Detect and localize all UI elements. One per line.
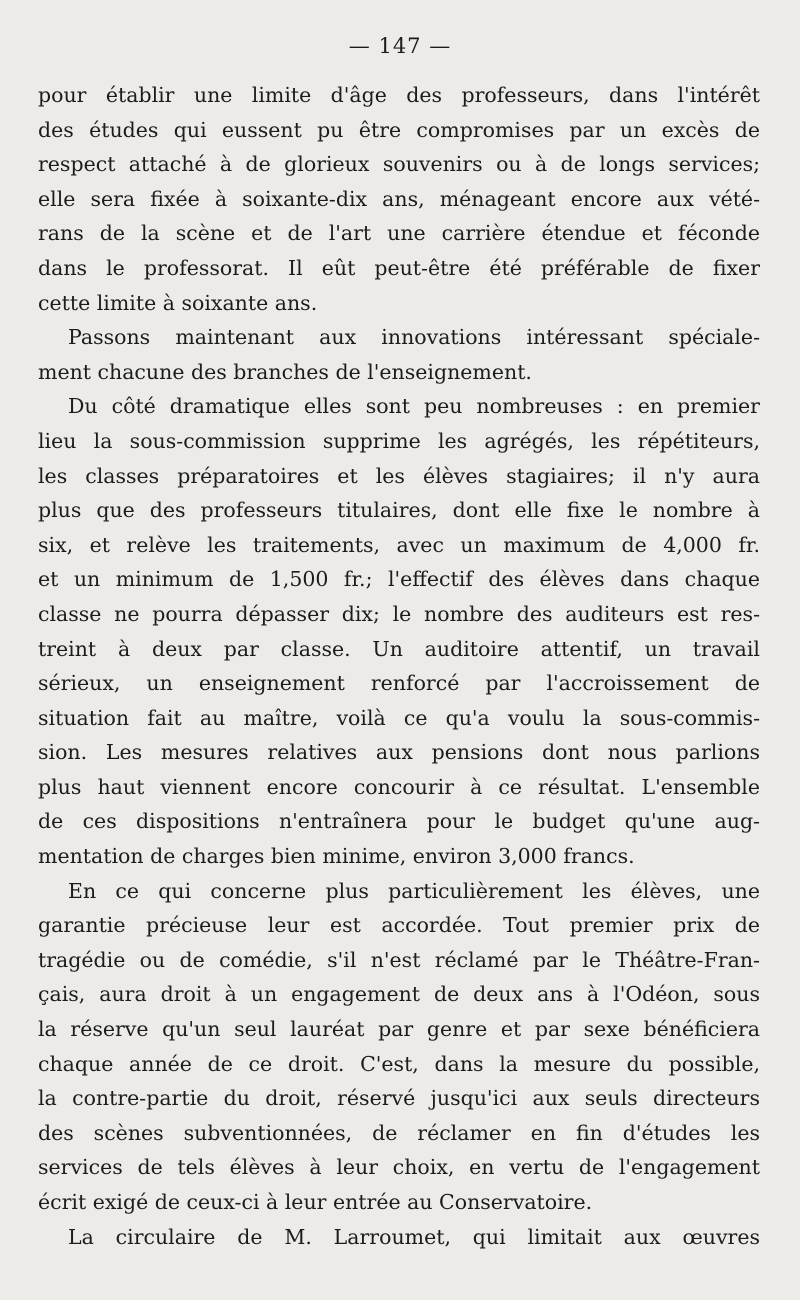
text-line: sion. Les mesures relatives aux pensions dont nous parlions xyxy=(38,740,760,765)
text-line: rans de la scène et de l'art une carrière étendue et féconde xyxy=(38,221,760,246)
text-line: tragédie ou de comédie, s'il n'est réclamé par le Théâtre-Fran- xyxy=(38,947,760,972)
text-line: respect attaché à de glorieux souvenirs ou à de longs services; xyxy=(38,152,760,177)
text-line: elle sera fixée à soixante-dix ans, ménageant encore aux vété- xyxy=(38,186,760,211)
text-line: classe ne pourra dépasser dix; le nombre des auditeurs est res- xyxy=(38,601,760,626)
text-line: plus que des professeurs titulaires, dont elle fixe le nombre à xyxy=(38,498,760,523)
text-line: des scènes subventionnées, de réclamer en fin d'études les xyxy=(38,1120,760,1145)
text-line: Du côté dramatique elles sont peu nombreuses : en premier xyxy=(68,394,760,419)
text-line: situation fait au maître, voilà ce qu'a voulu la sous-commis- xyxy=(38,705,760,730)
text-line: services de tels élèves à leur choix, en vertu de l'engagement xyxy=(38,1155,760,1180)
text-line: pour établir une limite d'âge des professeurs, dans l'intérêt xyxy=(38,83,760,107)
text-line: Passons maintenant aux innovations intéressant spéciale- xyxy=(68,325,760,350)
text-line: sérieux, un enseignement renforcé par l'accroissement de xyxy=(38,671,760,696)
text-line: cette limite à soixante ans. xyxy=(38,290,318,315)
text-line: plus haut viennent encore concourir à ce résultat. L'ensemble xyxy=(38,774,760,799)
text-line: les classes préparatoires et les élèves stagiaires; il n'y aura xyxy=(38,463,760,488)
text-line: et un minimum de 1,500 fr.; l'effectif des élèves dans chaque xyxy=(38,567,760,592)
page-number: — 147 — xyxy=(348,34,452,58)
text-line: la contre-partie du droit, réservé jusqu'ici aux seuls directeurs xyxy=(38,1086,760,1111)
text-line: ment chacune des branches de l'enseignement. xyxy=(38,359,532,384)
text-line: lieu la sous-commission supprime les agrégés, les répétiteurs, xyxy=(38,428,760,453)
text-line: de ces dispositions n'entraînera pour le budget qu'une aug- xyxy=(38,809,760,834)
text-line: chaque année de ce droit. C'est, dans la mesure du possible, xyxy=(38,1051,760,1076)
text-line: écrit exigé de ceux-ci à leur entrée au Conservatoire. xyxy=(38,1190,593,1214)
text-line: six, et relève les traitements, avec un maximum de 4,000 fr. xyxy=(38,532,760,557)
text-line: dans le professorat. Il eût peut-être été préférable de fixer xyxy=(38,255,760,280)
text-line: la réserve qu'un seul lauréat par genre et par sexe bénéficiera xyxy=(38,1017,760,1042)
text-line: treint à deux par classe. Un auditoire attentif, un travail xyxy=(38,636,760,661)
body-text xyxy=(38,78,760,1254)
text-line: des études qui eussent pu être compromises par un excès de xyxy=(38,117,760,142)
text-line: çais, aura droit à un engagement de deux ans à l'Odéon, sous xyxy=(38,982,760,1007)
text-line: garantie précieuse leur est accordée. Tout premier prix de xyxy=(38,913,760,938)
text-line: La circulaire de M. Larroumet, qui limitait aux œuvres xyxy=(68,1224,760,1249)
text-line: mentation de charges bien minime, environ 3,000 francs. xyxy=(38,844,635,869)
text-line: En ce qui concerne plus particulièrement les élèves, une xyxy=(68,878,760,903)
